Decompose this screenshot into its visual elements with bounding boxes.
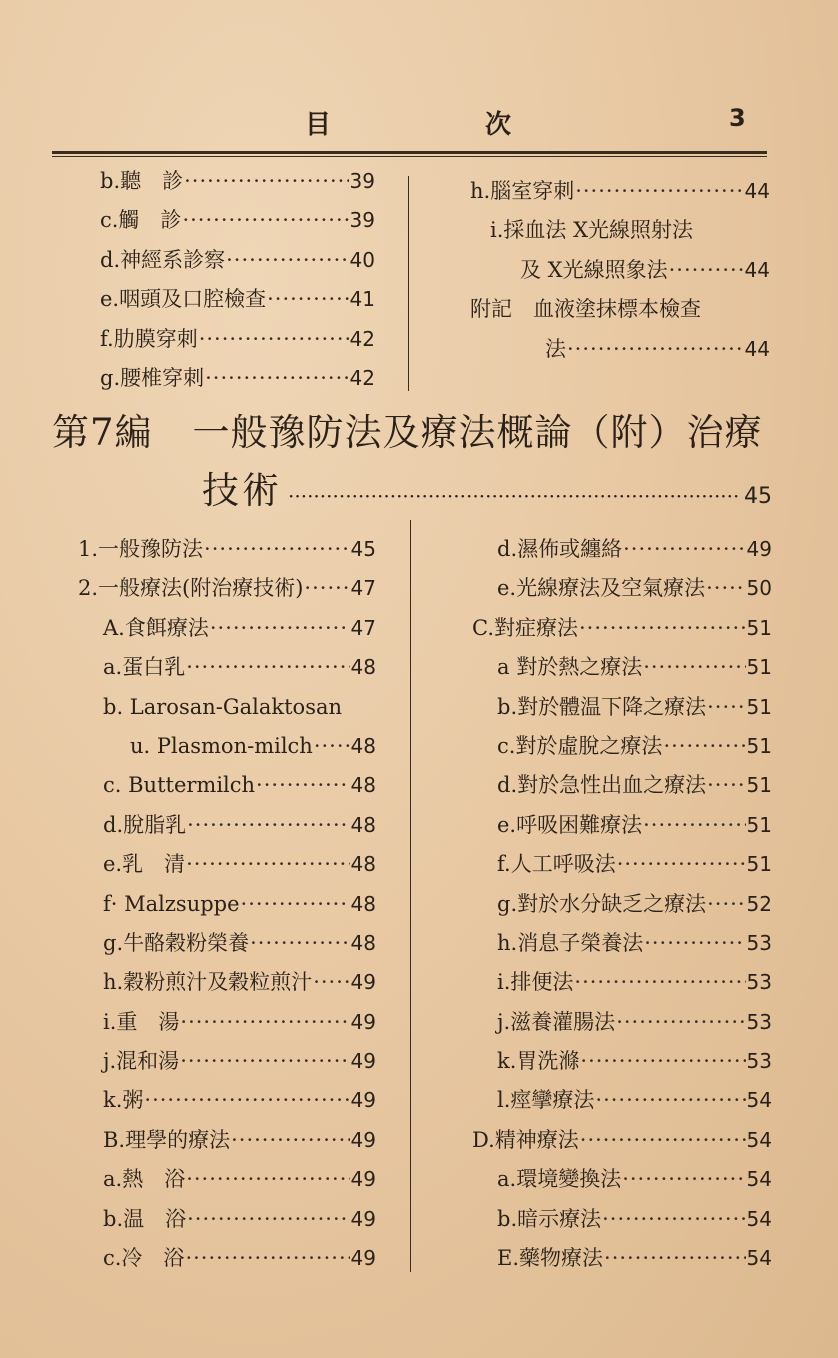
toc-entry-page: 39 <box>349 208 375 233</box>
leader-dots <box>617 845 746 884</box>
leader-dots <box>144 1081 349 1120</box>
toc-entry <box>472 806 772 845</box>
leader-dots <box>669 251 744 290</box>
toc-entry-page: 48 <box>350 655 376 680</box>
toc-entry <box>78 845 376 884</box>
toc-entry-page: 50 <box>746 576 772 601</box>
toc-entry-page: 44 <box>744 257 770 282</box>
toc-entry-label: e.乳 清 <box>103 852 186 877</box>
toc-entry-label: 2.一般療法(附治療技術) <box>78 576 304 601</box>
toc-entry-label: f.人工呼吸法 <box>497 852 616 877</box>
toc-entry-label: c.對於虛脫之療法 <box>497 733 663 758</box>
toc-entry <box>78 727 376 766</box>
toc-entry-page: 53 <box>746 970 772 995</box>
toc-entry-page: 51 <box>746 694 772 719</box>
leader-dots <box>186 845 349 884</box>
toc-entry-page: 41 <box>349 287 375 312</box>
toc-entry <box>472 885 772 924</box>
toc-entry-label: A.食餌療法 <box>103 615 209 640</box>
leader-dots <box>575 172 743 211</box>
leader-dots <box>186 1160 349 1199</box>
toc-entry-label: k.胃洗滌 <box>497 1049 580 1074</box>
leader-dots <box>184 162 348 201</box>
leader-dots <box>622 1160 745 1199</box>
toc-entry-label: e.光線療法及空氣療法 <box>497 576 706 601</box>
leader-dots <box>663 727 745 766</box>
toc-entry-page: 48 <box>350 852 376 877</box>
chapter-number: 第7編 <box>52 411 153 454</box>
leader-dots <box>707 766 745 805</box>
toc-entry-page: 53 <box>746 930 772 955</box>
toc-entry <box>100 201 375 240</box>
toc-entry <box>78 924 376 963</box>
toc-entry-label: g.對於水分缺乏之療法 <box>497 891 707 916</box>
leader-dots <box>187 806 349 845</box>
leader-dots <box>250 924 349 963</box>
toc-entry-page: 45 <box>350 537 376 561</box>
toc-entry-label: j.混和湯 <box>103 1049 180 1074</box>
toc-entry-label: f· Malzsuppe <box>103 891 240 916</box>
toc-entry-page: 47 <box>350 576 376 601</box>
toc-column-bottom-left <box>78 530 376 1278</box>
toc-entry <box>470 330 770 369</box>
toc-entry-label: c. Buttermilch <box>103 773 256 798</box>
leader-dots <box>643 806 745 845</box>
leader-dots <box>602 1200 745 1239</box>
toc-entry-label: h.腦室穿刺 <box>470 179 575 203</box>
toc-entry-label: a.熱 浴 <box>103 1167 186 1192</box>
toc-entry <box>100 280 375 319</box>
leader-dots <box>644 924 745 963</box>
toc-entry-label: B.理學的療法 <box>103 1127 231 1152</box>
leader-dots <box>623 530 745 569</box>
toc-entry <box>472 727 772 766</box>
toc-entry-page: 42 <box>349 365 375 390</box>
leader-dots <box>580 1042 745 1081</box>
toc-entry-page: 48 <box>350 773 376 798</box>
toc-entry-label: h.消息子榮養法 <box>497 930 644 955</box>
leader-dots <box>604 1239 746 1278</box>
toc-entry-label: g.牛酪穀粉榮養 <box>103 930 250 955</box>
toc-entry-page: 54 <box>746 1246 772 1271</box>
toc-entry <box>78 766 376 805</box>
toc-entry-label: e.呼吸困難療法 <box>497 812 643 837</box>
toc-entry-page: 49 <box>746 537 772 561</box>
toc-entry-label: 附記 血液塗抹標本檢查 <box>470 297 701 322</box>
toc-entry <box>78 569 376 608</box>
toc-entry-page: 49 <box>350 1049 376 1074</box>
toc-entry-label: 及 X光線照象法 <box>520 257 668 282</box>
toc-entry <box>472 1239 772 1278</box>
toc-entry <box>78 1003 376 1042</box>
toc-entry-page: 54 <box>746 1206 772 1231</box>
toc-entry <box>100 241 375 280</box>
toc-entry-label: E.藥物療法 <box>497 1246 604 1271</box>
toc-entry-page: 51 <box>746 733 772 758</box>
toc-entry <box>472 530 772 569</box>
toc-entry <box>78 1239 376 1278</box>
toc-entry-label: e.咽頭及口腔檢查 <box>100 287 267 312</box>
leader-dots <box>707 885 745 924</box>
toc-entry-page: 48 <box>350 891 376 916</box>
toc-entry <box>78 1200 376 1239</box>
toc-entry <box>78 885 376 924</box>
chapter-page: 45 <box>744 484 772 509</box>
toc-entry-page: 44 <box>744 336 770 361</box>
toc-entry-label: d.對於急性出血之療法 <box>497 773 707 798</box>
toc-entry <box>472 1042 772 1081</box>
toc-entry-page: 49 <box>350 1127 376 1152</box>
leader-dots <box>180 1042 349 1081</box>
leader-dots <box>186 648 349 687</box>
toc-entry <box>472 845 772 884</box>
toc-entry-page: 54 <box>746 1088 772 1113</box>
leader-dots <box>210 609 350 648</box>
toc-entry <box>78 530 376 569</box>
toc-entry-page: 49 <box>350 1246 376 1271</box>
leader-dots <box>256 766 350 805</box>
leader-dots <box>595 1081 745 1120</box>
leader-dots <box>204 530 350 569</box>
toc-entry-label: c.觸 診 <box>100 208 182 233</box>
toc-entry-label: 法 <box>545 336 566 361</box>
toc-entry <box>470 172 770 211</box>
toc-entry-page: 49 <box>350 1206 376 1231</box>
leader-dots <box>313 963 349 1002</box>
leader-dots <box>579 609 746 648</box>
page-number: 3 <box>729 104 746 132</box>
toc-entry-label: d.濕佈或纏絡 <box>497 537 623 561</box>
leader-dots <box>304 569 349 608</box>
toc-entry-page: 51 <box>746 852 772 877</box>
toc-entry <box>78 648 376 687</box>
leader-dots <box>226 241 348 280</box>
toc-entry-label: k.粥 <box>103 1088 144 1113</box>
toc-entry-page: 52 <box>746 891 772 916</box>
toc-entry <box>472 1160 772 1199</box>
leader-dots <box>187 1200 349 1239</box>
toc-column-top-left <box>100 162 375 398</box>
toc-entry-label: b. Larosan-Galaktosan <box>103 694 343 719</box>
chapter-leader-dots <box>288 473 738 519</box>
toc-entry-label: d.神經系診察 <box>100 247 226 272</box>
toc-entry <box>472 648 772 687</box>
toc-entry-page: 42 <box>349 326 375 351</box>
toc-entry-page: 53 <box>746 1009 772 1034</box>
toc-entry-page: 51 <box>746 655 772 680</box>
toc-column-top-right <box>470 172 770 369</box>
toc-entry <box>78 1042 376 1081</box>
toc-column-bottom-right <box>472 530 772 1278</box>
leader-dots <box>706 569 745 608</box>
leader-dots <box>267 280 348 319</box>
chapter-title-line2: 技術 <box>202 469 282 512</box>
toc-entry <box>472 609 772 648</box>
toc-entry-label: a.蛋白乳 <box>103 655 186 680</box>
toc-entry-page: 53 <box>746 1049 772 1074</box>
toc-entry <box>472 1121 772 1160</box>
toc-entry-page: 40 <box>349 247 375 272</box>
header-title-left: 目 <box>305 110 332 140</box>
toc-entry-label: b.對於體温下降之療法 <box>497 694 707 719</box>
leader-dots <box>185 1239 349 1278</box>
toc-entry-label: a.環境變換法 <box>497 1167 622 1192</box>
toc-entry-page: 54 <box>746 1127 772 1152</box>
toc-entry-label: C.對症療法 <box>472 615 578 640</box>
toc-entry <box>78 688 376 727</box>
leader-dots <box>580 1121 746 1160</box>
toc-entry-label: b.暗示療法 <box>497 1206 602 1231</box>
toc-entry <box>78 1121 376 1160</box>
toc-entry-label: i.排便法 <box>497 970 574 995</box>
leader-dots <box>180 1003 349 1042</box>
toc-entry <box>100 162 375 201</box>
chapter-heading <box>52 410 772 514</box>
header-rule <box>52 151 767 154</box>
toc-entry-label: b.温 浴 <box>103 1206 187 1231</box>
column-divider-bottom <box>410 520 411 1272</box>
toc-entry <box>472 569 772 608</box>
toc-entry-label: D.精神療法 <box>472 1127 579 1152</box>
toc-entry <box>78 1081 376 1120</box>
toc-entry <box>100 359 375 398</box>
toc-entry-label: d.脫脂乳 <box>103 812 187 837</box>
leader-dots <box>314 727 350 766</box>
leader-dots <box>643 648 745 687</box>
toc-entry <box>78 963 376 1002</box>
toc-entry-label: j.滋養灌腸法 <box>497 1009 616 1034</box>
toc-entry-label: l.痙攣療法 <box>497 1088 595 1113</box>
leader-dots <box>231 1121 349 1160</box>
toc-entry-label: c.冷 浴 <box>103 1246 185 1271</box>
chapter-title-line1: 一般豫防法及療法概論（附）治療 <box>192 411 763 454</box>
toc-entry-page: 51 <box>746 615 772 640</box>
leader-dots <box>241 885 350 924</box>
toc-entry-page: 48 <box>350 930 376 955</box>
toc-entry-label: u. Plasmon-milch <box>130 733 313 758</box>
toc-entry-page: 48 <box>350 733 376 758</box>
toc-entry <box>470 290 770 329</box>
toc-entry-page: 49 <box>350 970 376 995</box>
leader-dots <box>182 201 348 240</box>
toc-entry-page: 47 <box>350 615 376 640</box>
toc-entry-label: a 對於熱之療法 <box>497 655 643 680</box>
toc-entry <box>78 609 376 648</box>
toc-entry-page: 49 <box>350 1167 376 1192</box>
toc-entry <box>472 1003 772 1042</box>
toc-entry <box>472 1081 772 1120</box>
toc-entry <box>470 251 770 290</box>
toc-entry <box>472 766 772 805</box>
toc-entry <box>472 688 772 727</box>
toc-entry-page: 48 <box>350 812 376 837</box>
leader-dots <box>567 330 744 369</box>
leader-dots <box>574 963 745 1002</box>
toc-entry-page: 54 <box>746 1167 772 1192</box>
leader-dots <box>707 688 745 727</box>
toc-entry-page: 51 <box>746 773 772 798</box>
toc-entry-label: g.腰椎穿刺 <box>100 365 205 390</box>
toc-entry-page: 39 <box>349 169 375 193</box>
toc-entry <box>472 924 772 963</box>
toc-entry-page: 51 <box>746 812 772 837</box>
toc-entry <box>470 211 770 250</box>
toc-entry <box>100 320 375 359</box>
toc-entry-label: i.採血法 X光線照射法 <box>490 218 694 243</box>
toc-entry-label: b.聽 診 <box>100 169 184 193</box>
toc-entry <box>472 1200 772 1239</box>
toc-entry <box>78 1160 376 1199</box>
toc-entry-page: 49 <box>350 1088 376 1113</box>
toc-entry-page: 44 <box>744 179 770 203</box>
toc-entry-page: 49 <box>350 1009 376 1034</box>
leader-dots <box>616 1003 745 1042</box>
toc-entry <box>78 806 376 845</box>
column-divider-top <box>408 176 409 391</box>
leader-dots <box>205 359 348 398</box>
page-header <box>0 104 838 144</box>
header-title-right: 次 <box>485 110 512 140</box>
toc-entry-label: i.重 湯 <box>103 1009 180 1034</box>
toc-entry-label: 1.一般豫防法 <box>78 537 204 561</box>
toc-entry-label: f.肋膜穿刺 <box>100 326 198 351</box>
toc-entry <box>472 963 772 1002</box>
toc-entry-label: h.穀粉煎汁及穀粒煎汁 <box>103 970 313 995</box>
leader-dots <box>199 320 349 359</box>
